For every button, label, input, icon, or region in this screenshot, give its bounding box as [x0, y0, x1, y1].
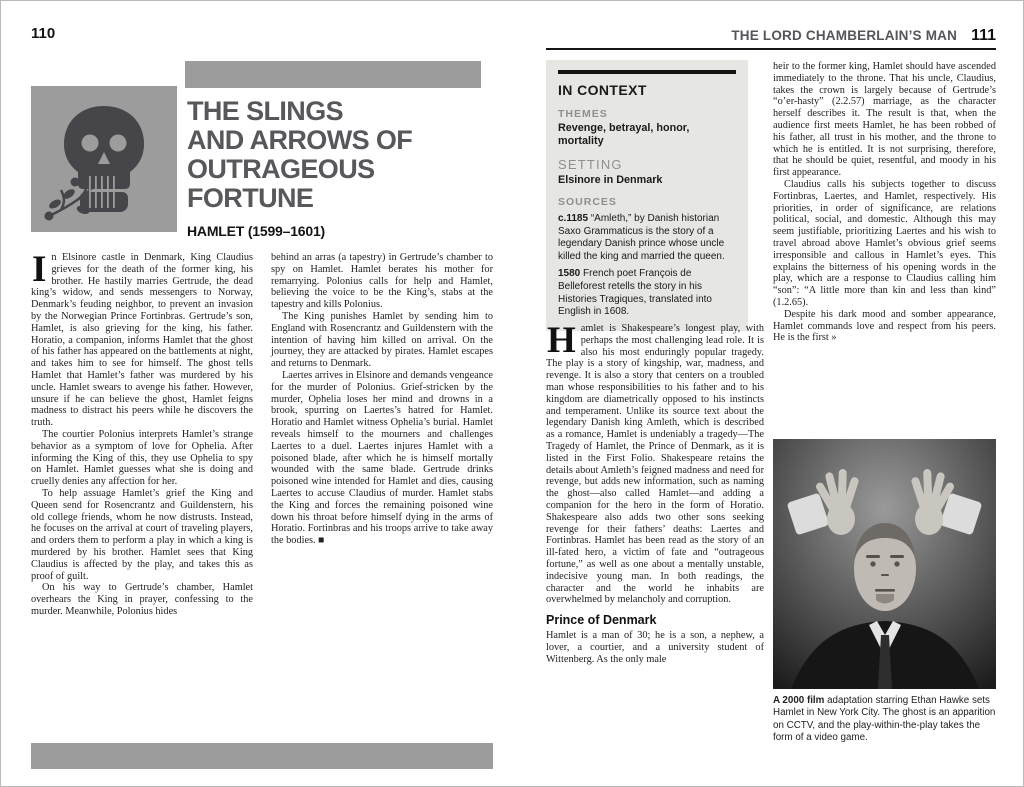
header-rule [546, 48, 996, 50]
sources-label: SOURCES [558, 196, 617, 208]
main-column [546, 320, 764, 666]
drop-cap-i: I [32, 249, 47, 290]
subheading-prince-of-denmark: Prince of Denmark [546, 613, 657, 628]
setting-value: Elsinore in Denmark [558, 174, 663, 186]
synopsis-paragraph [31, 249, 253, 429]
synopsis-column-1 [31, 249, 253, 618]
in-context-top-rule [558, 70, 736, 74]
article-subtitle: HAMLET (1599–1601) [187, 223, 326, 239]
source-text: French poet François de Belleforest retells the story in his Histories Tragiques, translated into English in 1608. [558, 268, 712, 318]
synopsis-paragraph: The King punishes Hamlet by sending him to England with Rosencrantz and Guildenstern with the intention of having him killed on arrival. On the journey, they are attacked by pirates. Hamlet escapes and returns to Denmark. [271, 310, 493, 370]
skull-illustration [31, 86, 177, 232]
source-year: c.1185 [558, 213, 589, 224]
synopsis-column-2 [271, 252, 493, 618]
article-title-line: THE SLINGS [187, 96, 344, 126]
article-title-line: AND ARROWS OF [187, 125, 413, 155]
synopsis-columns [31, 249, 493, 618]
right-paragraph: heir to the former king, Hamlet should have ascended immediately to the throne. That his uncle, Claudius, takes the crown is largely because of Gertrude’s “o’er-hasty” (2.2.57) marriage, as the character herself describes it. The result is that, when the audience first meets Hamlet, he has been robbed of his father, all trust in his mother, and the throne to which he is entitled. It is not surprising, therefore, that he should be quiet, resentful, and moody in his first appearance. [773, 61, 996, 179]
themes-label: THEMES [558, 108, 608, 120]
article-title [187, 97, 489, 213]
film-still-photo [773, 439, 996, 689]
in-context-box [546, 60, 748, 331]
paragraph-text: amlet is Shakespeare’s longest play, with perhaps the most challenging lead role. It is also his most enduringly popular tragedy. The play is a story of kingship, war, madness, and revenge. It is also a story that centers on a troubled man whose responsibilities to his father and to his kingdom are diametrically opposed to his instincts and temperament. Unlike its source text about the legendary Danish king Amleth, which is described as a romance, Hamlet is undeniably a tragedy—The Tragedy of Hamlet, the Prince of Denmark, as it is listed in the First Folio. Shakespeare retains the details about Amleth’s feigned madness and need for revenge, but adds new information, such as naming the ghost—also called Hamlet—and adding a companion for the hero in the form of Horatio. Shakespeare also adds two other sons seeking revenge for their fathers’ deaths: Laertes and Fortinbras. Hamlet has been read as the story of an ill-fated hero, a victim of fate and “outrageous fortune,” as well as one about a mentally unstable, indecisive young man. In both readings, the character and the world he inhabits are overwhelmed by melancholy and corruption. [546, 323, 764, 606]
left-page-number: 110 [31, 25, 56, 42]
synopsis-paragraph: behind an arras (a tapestry) in Gertrude’s chamber to spy on Hamlet. Hamlet berates his mother for remarrying. Polonius calls for help and Hamlet, believing the voice to be the King’s, stabs at the tapestry and kills Polonius. [271, 252, 493, 311]
main-paragraph [546, 320, 764, 606]
photo-caption-text: adaptation starring Ethan Hawke sets Hamlet in New York City. The ghost is an apparition on CCTV, and the play-within-the-play takes the form of a video game. [773, 695, 996, 744]
synopsis-paragraph: To help assuage Hamlet’s grief the King and Queen send for Rosencrantz and Guildenstern, his old college friends, whom he now distrusts. Instead, he focuses on the arrival at court of traveling players, and orders them to perform a play in which a king is murdered by his brother. Hamlet sees that King Claudius is affected by the play, and takes this as proof of guilt. [31, 487, 253, 582]
right-column [773, 61, 996, 344]
skull-icon [31, 86, 177, 232]
top-gray-bar [185, 61, 481, 88]
photo-caption [773, 695, 996, 745]
right-paragraph: Claudius calls his subjects together to discuss Fortinbras, Laertes, and Hamlet, respectively. His priorities, in order of significance, are relations political, social, and domestic. Although this may seem justifiable, prioritizing Laertes and his wish to travel abroad above Hamlet’s obvious grief seems irresponsible and callous in Hamlet’s eyes. This explains the bitterness of his opening words in the play, which are a response to Claudius calling him “son”: “A little more than kin and less than kind” (1.2.65). [773, 178, 996, 308]
right-page-number: 111 [971, 27, 996, 44]
synopsis-paragraph: The courtier Polonius interprets Hamlet’s strange behavior as a symptom of love for Ophelia. After informing the King of this, they use Ophelia to spy on Hamlet. Hamlet guesses what she is doing and cruelly denies any affection for her. [31, 428, 253, 488]
right-paragraph: Despite his dark mood and somber appearance, Hamlet commands love and respect from his peers. He is the first » [773, 308, 996, 344]
film-still-illustration [773, 439, 996, 689]
bottom-gray-bar [31, 743, 493, 769]
source-item [558, 213, 736, 263]
synopsis-paragraph: Laertes arrives in Elsinore and demands vengeance for the murder of Polonius. Grief-stricken by the murder, Ophelia loses her mind and drowns in a brook, spurring on Laertes’s hatred for Hamlet. Horatio and Hamlet witness Ophelia’s burial. Hamlet reveals himself to the mourners and challenges Laertes to a duel. Laertes injures Hamlet with a poisoned blade, after which he is himself mortally wounded with the same blade. Gertrude drinks poisoned wine intended for Hamlet and dies, causing Laertes to accuse Claudius of murder. Hamlet stabs the King and forces the remaining poisoned wine down his throat before himself dying in the arms of Horatio. Fortinbras and his troops arrive to take away the bodies. ■ [271, 369, 493, 547]
paragraph-text: n Elsinore castle in Denmark, King Claudius grieves for the death of the former king, his brother. He hastily marries Gertrude, the dead king’s widow, and sends messengers to Norway, Denmark’s feuding neighbor, to prevent an invasion by the Norwegian Prince Fortinbras. Gertrude’s son, Hamlet, is also grieving for the king, his father. Horatio, a companion, informs Hamlet that the ghost of his father has appeared on the battlements at night, and takes him to see for himself. The ghost tells Hamlet that Hamlet’s father was murdered by his uncle. Hamlet swears to avenge his father. However, unsure if he can believe the ghost, Hamlet feigns madness to distract his peers while he discovers the truth. [31, 252, 253, 429]
photo-caption-lead: A 2000 film [773, 695, 825, 706]
source-item [558, 268, 736, 318]
chapter-header [546, 27, 996, 45]
chapter-title: THE LORD CHAMBERLAIN’S MAN [731, 28, 958, 43]
drop-cap-h: H [547, 320, 576, 361]
in-context-title: IN CONTEXT [558, 82, 647, 98]
main-paragraph: Hamlet is a man of 30; he is a son, a nephew, a lover, a courtier, and a university student of Wittenberg. As the only male [546, 630, 764, 665]
synopsis-paragraph: On his way to Gertrude’s chamber, Hamlet overhears the King in prayer, confessing to the murder. Meanwhile, Polonius hides [31, 582, 253, 617]
article-title-line: OUTRAGEOUS FORTUNE [187, 154, 375, 213]
setting-label: SETTING [558, 157, 623, 172]
article-title-block [187, 97, 489, 239]
source-text: “Amleth,” by Danish historian Saxo Grammaticus is the story of a legendary Danish prince whose uncle killed the king and married the queen. [558, 213, 725, 262]
source-year: 1580 [558, 268, 581, 280]
themes-value: Revenge, betrayal, honor, mortality [558, 122, 690, 147]
